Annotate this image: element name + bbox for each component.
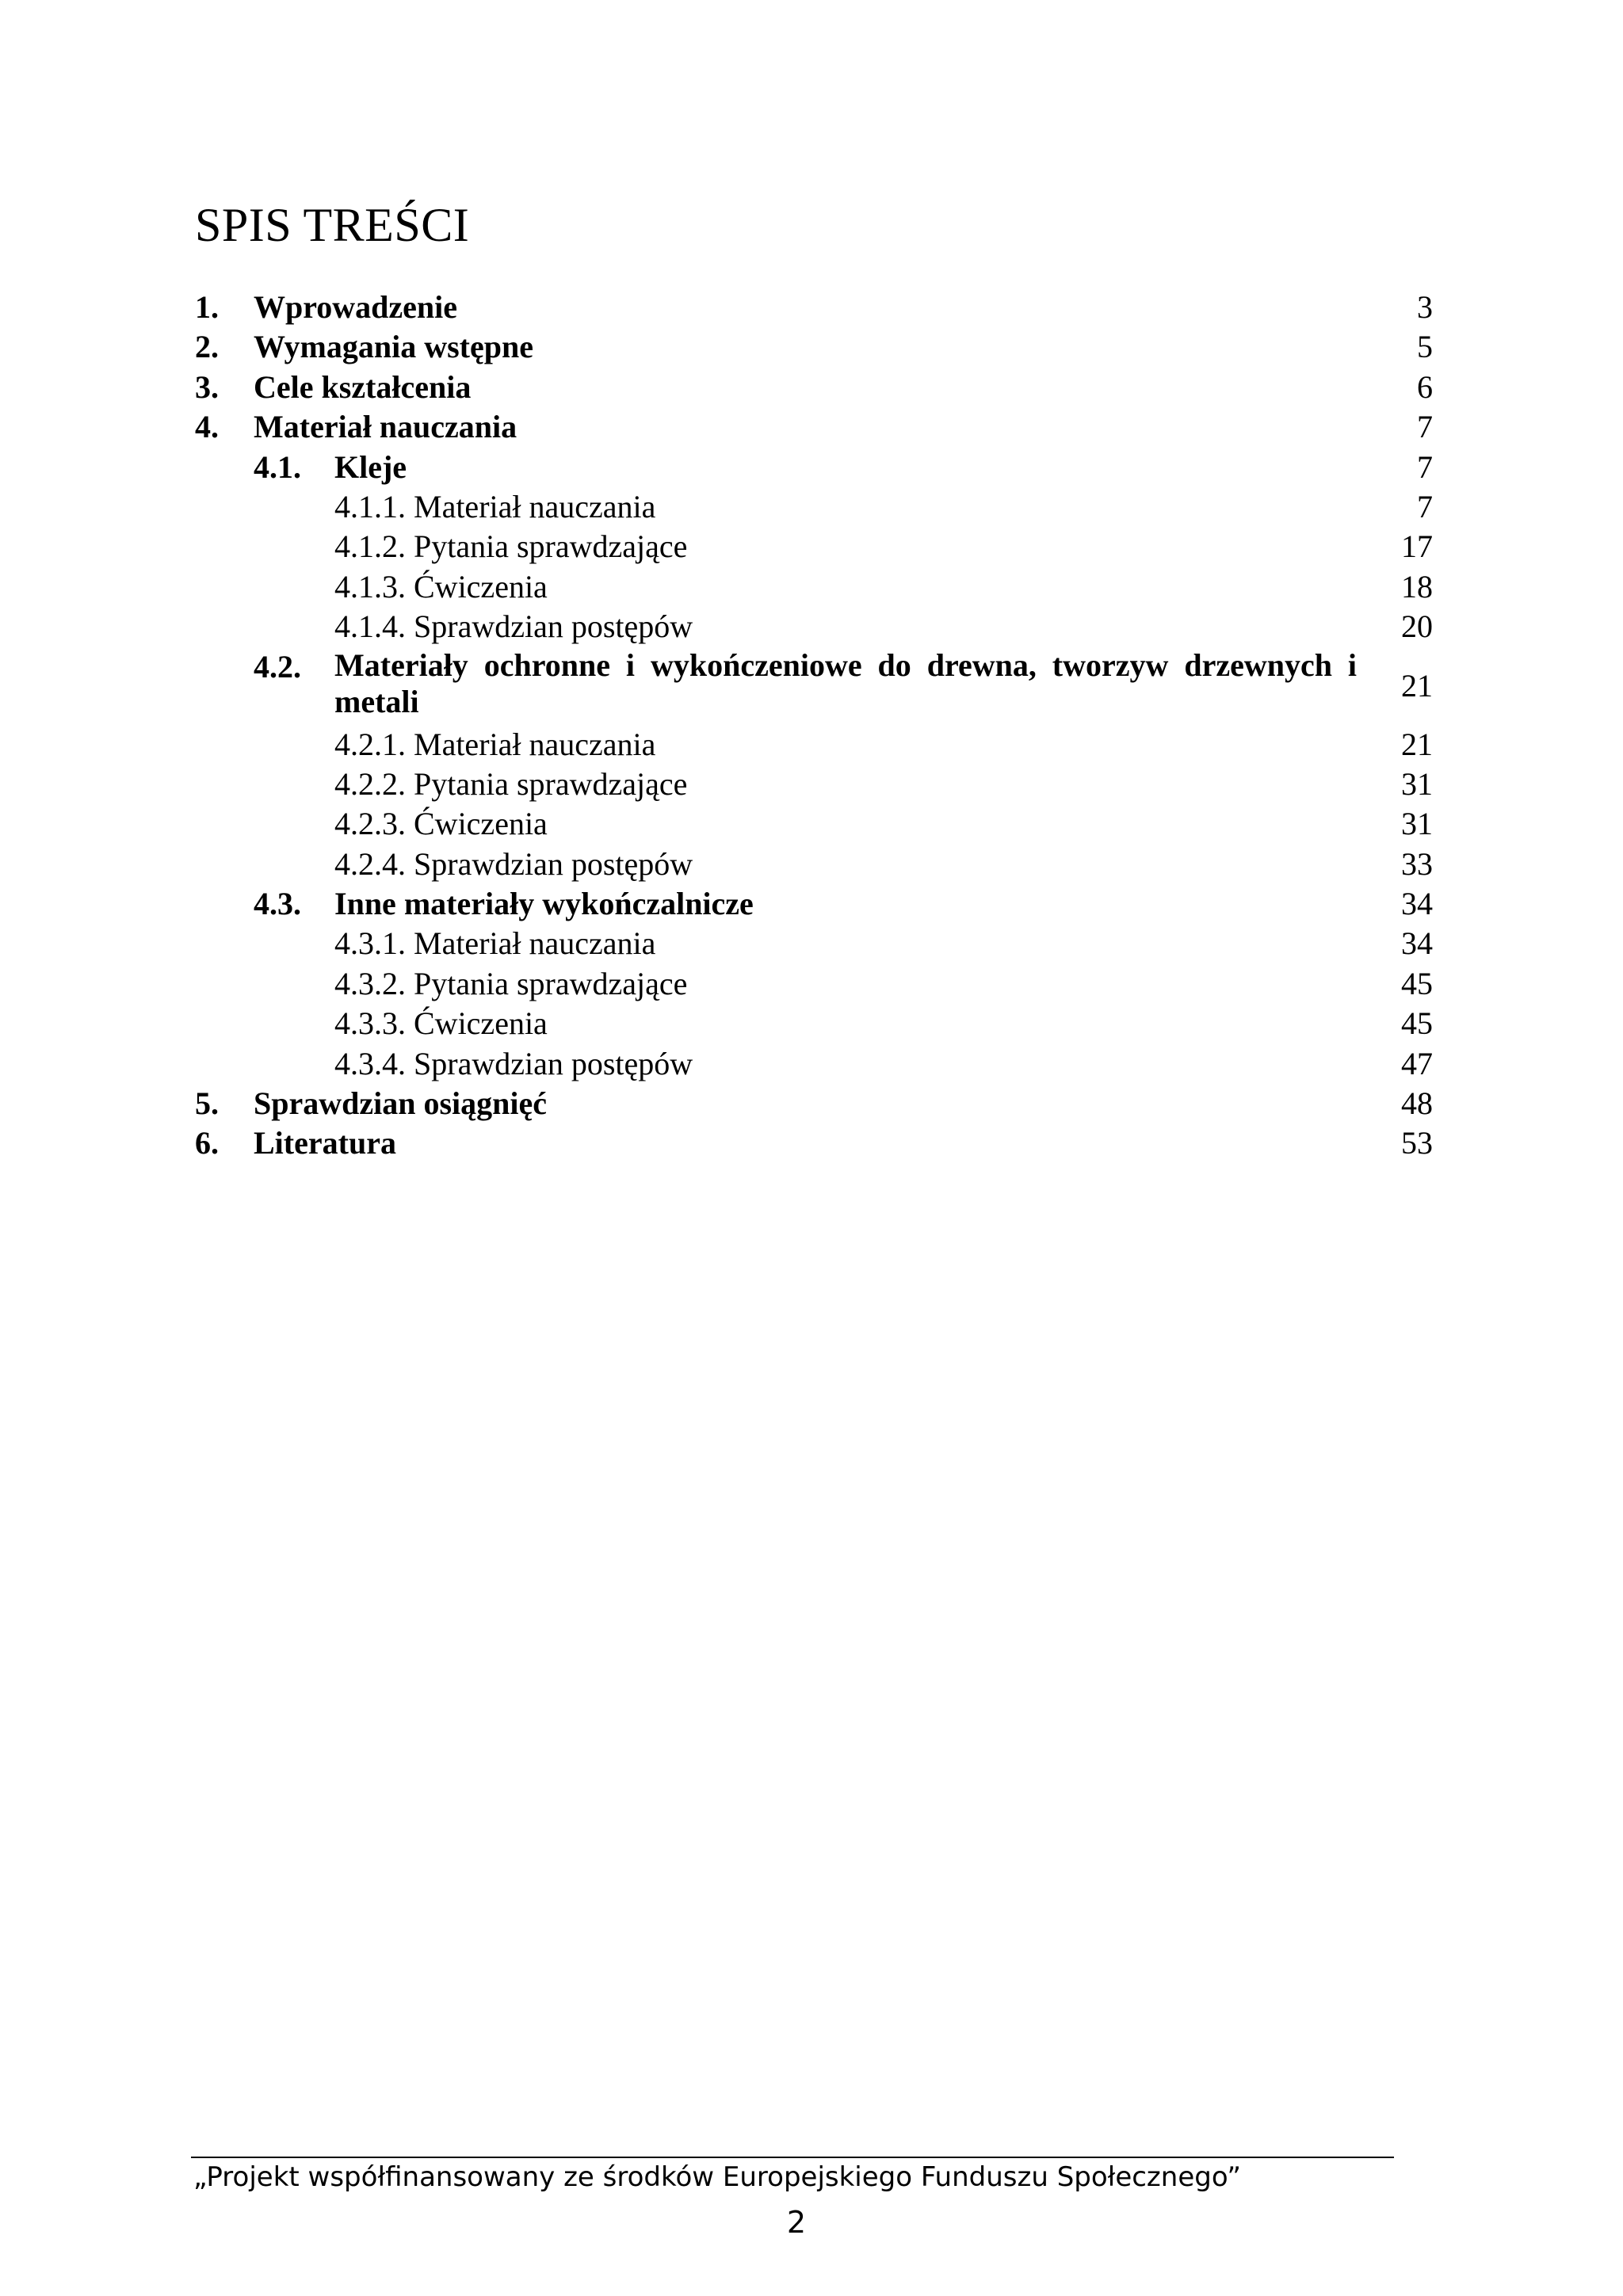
toc-entry-title: 4.1.1. Materiał nauczania — [334, 488, 656, 524]
toc-entry-title: 4.3.3. Ćwiczenia — [334, 1005, 548, 1042]
toc-entry[interactable] — [195, 765, 1433, 804]
toc-entry-title: 4.2.3. Ćwiczenia — [334, 806, 548, 842]
toc-entry-title: Cele kształcenia — [254, 368, 472, 405]
toc-entry[interactable] — [195, 725, 1433, 765]
toc-entry[interactable] — [195, 487, 1433, 527]
toc-entry-page: 34 — [1401, 925, 1433, 962]
toc-entry-page: 21 — [1401, 667, 1433, 704]
toc-entry-number: 4.3. — [254, 886, 301, 922]
toc-entry-title: 4.1.2. Pytania sprawdzające — [334, 528, 688, 565]
toc-entry-title: Materiały ochronne i wykończeniowe do drewna, tworzyw drzewnych i metali — [334, 646, 1357, 719]
toc-entry-title: Literatura — [254, 1125, 396, 1161]
toc-entry-title: 4.3.2. Pytania sprawdzające — [334, 965, 688, 1001]
toc-entry[interactable] — [195, 368, 1433, 407]
toc-entry-title: 4.1.4. Sprawdzian postępów — [334, 608, 693, 645]
toc-entry[interactable] — [195, 884, 1433, 924]
toc-entry-number: 4.1. — [254, 448, 301, 485]
toc-entry-page: 45 — [1401, 965, 1433, 1001]
footer-funding-note: „Projekt współfinansowany ze środków Europejskiego Funduszu Społecznego” — [193, 2161, 1242, 2193]
toc-entry-page: 7 — [1417, 409, 1433, 445]
toc-entry-number: 1. — [195, 289, 219, 325]
toc-entry-page: 3 — [1417, 289, 1433, 325]
toc-entry-page: 45 — [1401, 1005, 1433, 1042]
toc-entry-page: 21 — [1401, 726, 1433, 762]
toc-entry-page: 7 — [1417, 488, 1433, 524]
toc-entry-page: 33 — [1401, 845, 1433, 882]
toc-entry-page: 18 — [1401, 568, 1433, 605]
toc-entry-page: 47 — [1401, 1045, 1433, 1081]
toc-entry[interactable] — [195, 567, 1433, 607]
toc-entry[interactable] — [195, 924, 1433, 963]
toc-entry-number: 4.2. — [254, 648, 301, 685]
toc-entry-number: 4. — [195, 409, 219, 445]
toc-entry[interactable] — [195, 1123, 1433, 1163]
toc-entry-page: 34 — [1401, 886, 1433, 922]
toc-entry-title: Materiał nauczania — [254, 409, 517, 445]
toc-entry-title: 4.1.3. Ćwiczenia — [334, 568, 548, 605]
toc-entry-title: Sprawdzian osiągnięć — [254, 1085, 548, 1122]
toc-entry-page: 17 — [1401, 528, 1433, 565]
toc-entry-number: 3. — [195, 368, 219, 405]
toc-entry-number: 5. — [195, 1085, 219, 1122]
table-of-contents — [195, 288, 1433, 1164]
toc-entry[interactable] — [195, 804, 1433, 844]
toc-entry[interactable] — [195, 964, 1433, 1004]
toc-entry[interactable] — [195, 327, 1433, 367]
toc-entry[interactable] — [195, 845, 1433, 884]
toc-entry[interactable] — [195, 407, 1433, 447]
toc-entry-title: 4.3.1. Materiał nauczania — [334, 925, 656, 962]
toc-entry-title: 4.2.2. Pytania sprawdzające — [334, 765, 688, 802]
toc-entry-title: 4.2.4. Sprawdzian postępów — [334, 845, 693, 882]
toc-entry-page: 31 — [1401, 765, 1433, 802]
toc-entry-title: 4.2.1. Materiał nauczania — [334, 726, 656, 762]
footer-divider — [191, 2157, 1394, 2158]
page-number: 2 — [786, 2205, 807, 2240]
toc-entry-number: 6. — [195, 1125, 219, 1161]
toc-entry-title: Kleje — [334, 448, 407, 485]
toc-entry-page: 6 — [1417, 368, 1433, 405]
toc-entry-page: 5 — [1417, 329, 1433, 365]
toc-entry-page: 7 — [1417, 448, 1433, 485]
toc-entry-title: Wymagania wstępne — [254, 329, 533, 365]
toc-entry-page: 31 — [1401, 806, 1433, 842]
toc-entry[interactable] — [195, 607, 1433, 646]
page-title: SPIS TREŚCI — [195, 199, 470, 251]
toc-entry-title: 4.3.4. Sprawdzian postępów — [334, 1045, 693, 1081]
toc-entry-page: 48 — [1401, 1085, 1433, 1122]
toc-entry[interactable] — [195, 288, 1433, 327]
toc-entry[interactable] — [195, 448, 1433, 487]
toc-entry-page: 53 — [1401, 1125, 1433, 1161]
toc-entry[interactable] — [195, 527, 1433, 566]
toc-entry-number: 2. — [195, 329, 219, 365]
toc-entry[interactable] — [195, 647, 1433, 725]
toc-entry[interactable] — [195, 1004, 1433, 1043]
toc-entry-title: Wprowadzenie — [254, 289, 458, 325]
toc-entry-page: 20 — [1401, 608, 1433, 645]
toc-entry[interactable] — [195, 1044, 1433, 1084]
toc-entry[interactable] — [195, 1084, 1433, 1123]
toc-entry-title: Inne materiały wykończalnicze — [334, 886, 754, 922]
